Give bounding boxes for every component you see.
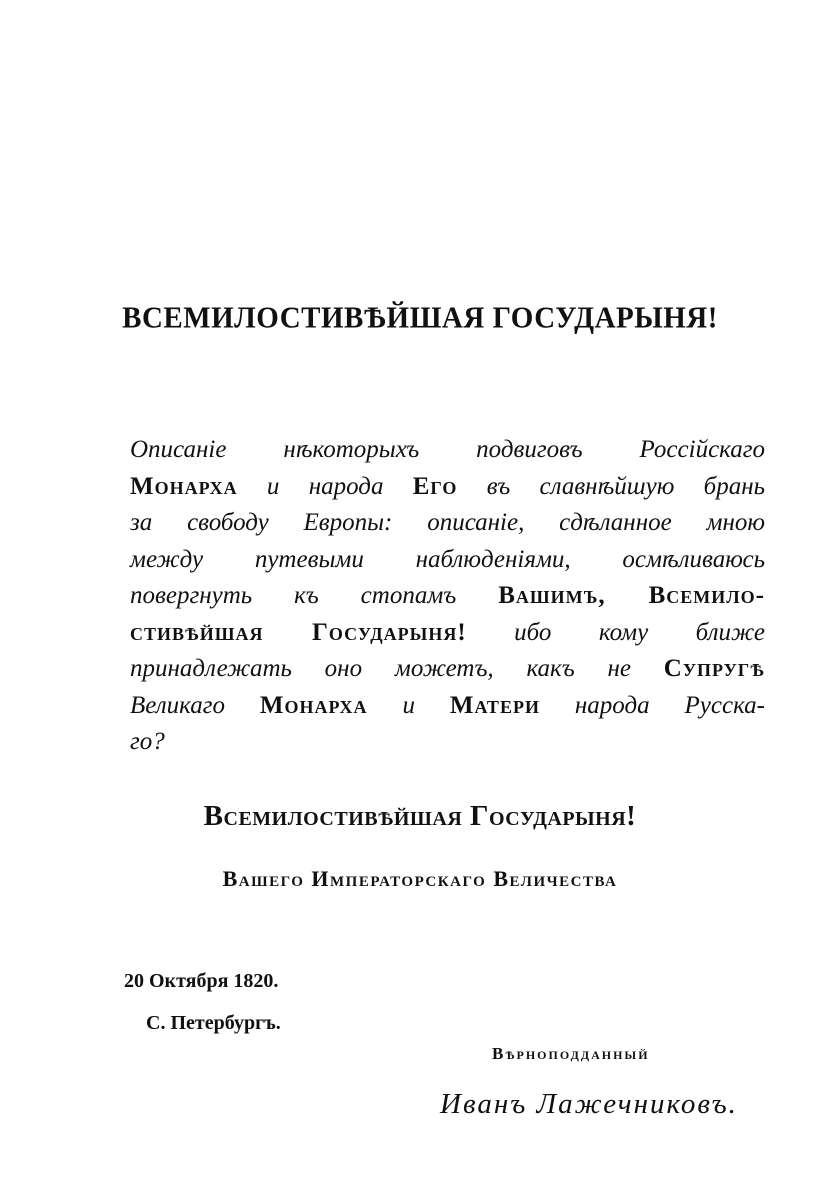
italic-text: Описаніе нѣкоторыхъ подвиговъ Россійскаго	[130, 436, 765, 463]
italic-text: и народа	[237, 472, 413, 500]
small-caps-text: Его	[412, 472, 458, 500]
italic-text: повергнуть къ стопамъ	[130, 582, 499, 609]
dedication-body	[130, 432, 765, 761]
body-line	[130, 724, 765, 761]
body-line	[130, 615, 765, 652]
body-line	[130, 542, 765, 579]
body-line	[130, 688, 765, 725]
signature-name: Иванъ Лажечниковъ.	[440, 1088, 738, 1120]
italic-text: принадлежать оно можетъ, какъ не	[130, 655, 664, 682]
date-line: 20 Октября 1820.	[124, 970, 279, 992]
small-caps-text: Супругѣ	[663, 655, 765, 682]
italic-text: народа Русска-	[539, 691, 765, 719]
small-caps-text: Матери	[449, 691, 540, 719]
body-line	[130, 469, 765, 506]
small-caps-text: стивѣйшая Государыня!	[130, 618, 467, 646]
body-line	[130, 578, 765, 615]
repeat-salutation: Всемилостивѣйшая Государыня!	[203, 800, 637, 832]
italic-text: и	[367, 691, 450, 719]
body-line	[130, 505, 765, 542]
address-line: Вашего Императорскаго Величества	[222, 866, 618, 891]
body-line	[130, 432, 765, 469]
signature-title: Вѣрноподданный	[492, 1044, 650, 1063]
body-line	[130, 651, 765, 688]
italic-text: за свободу Европы: описаніе, сдѣланное мною	[130, 509, 765, 536]
place-line: С. Петербургъ.	[146, 1012, 281, 1034]
small-caps-text: Монарха	[130, 472, 238, 500]
italic-text: Великаго	[130, 691, 260, 719]
salutation-heading: ВСЕМИЛОСТИВѢЙШАЯ ГОСУДАРЫНЯ!	[122, 301, 718, 335]
italic-text: между путевыми наблюденіями, осмѣливаюсь	[130, 545, 765, 573]
italic-text: го?	[130, 728, 165, 755]
italic-text: ибо кому ближе	[466, 618, 765, 646]
small-caps-text: Монарха	[259, 691, 368, 719]
small-caps-text: Вашимъ, Всемило-	[498, 582, 765, 609]
italic-text: въ славнѣйшую брань	[457, 472, 765, 500]
